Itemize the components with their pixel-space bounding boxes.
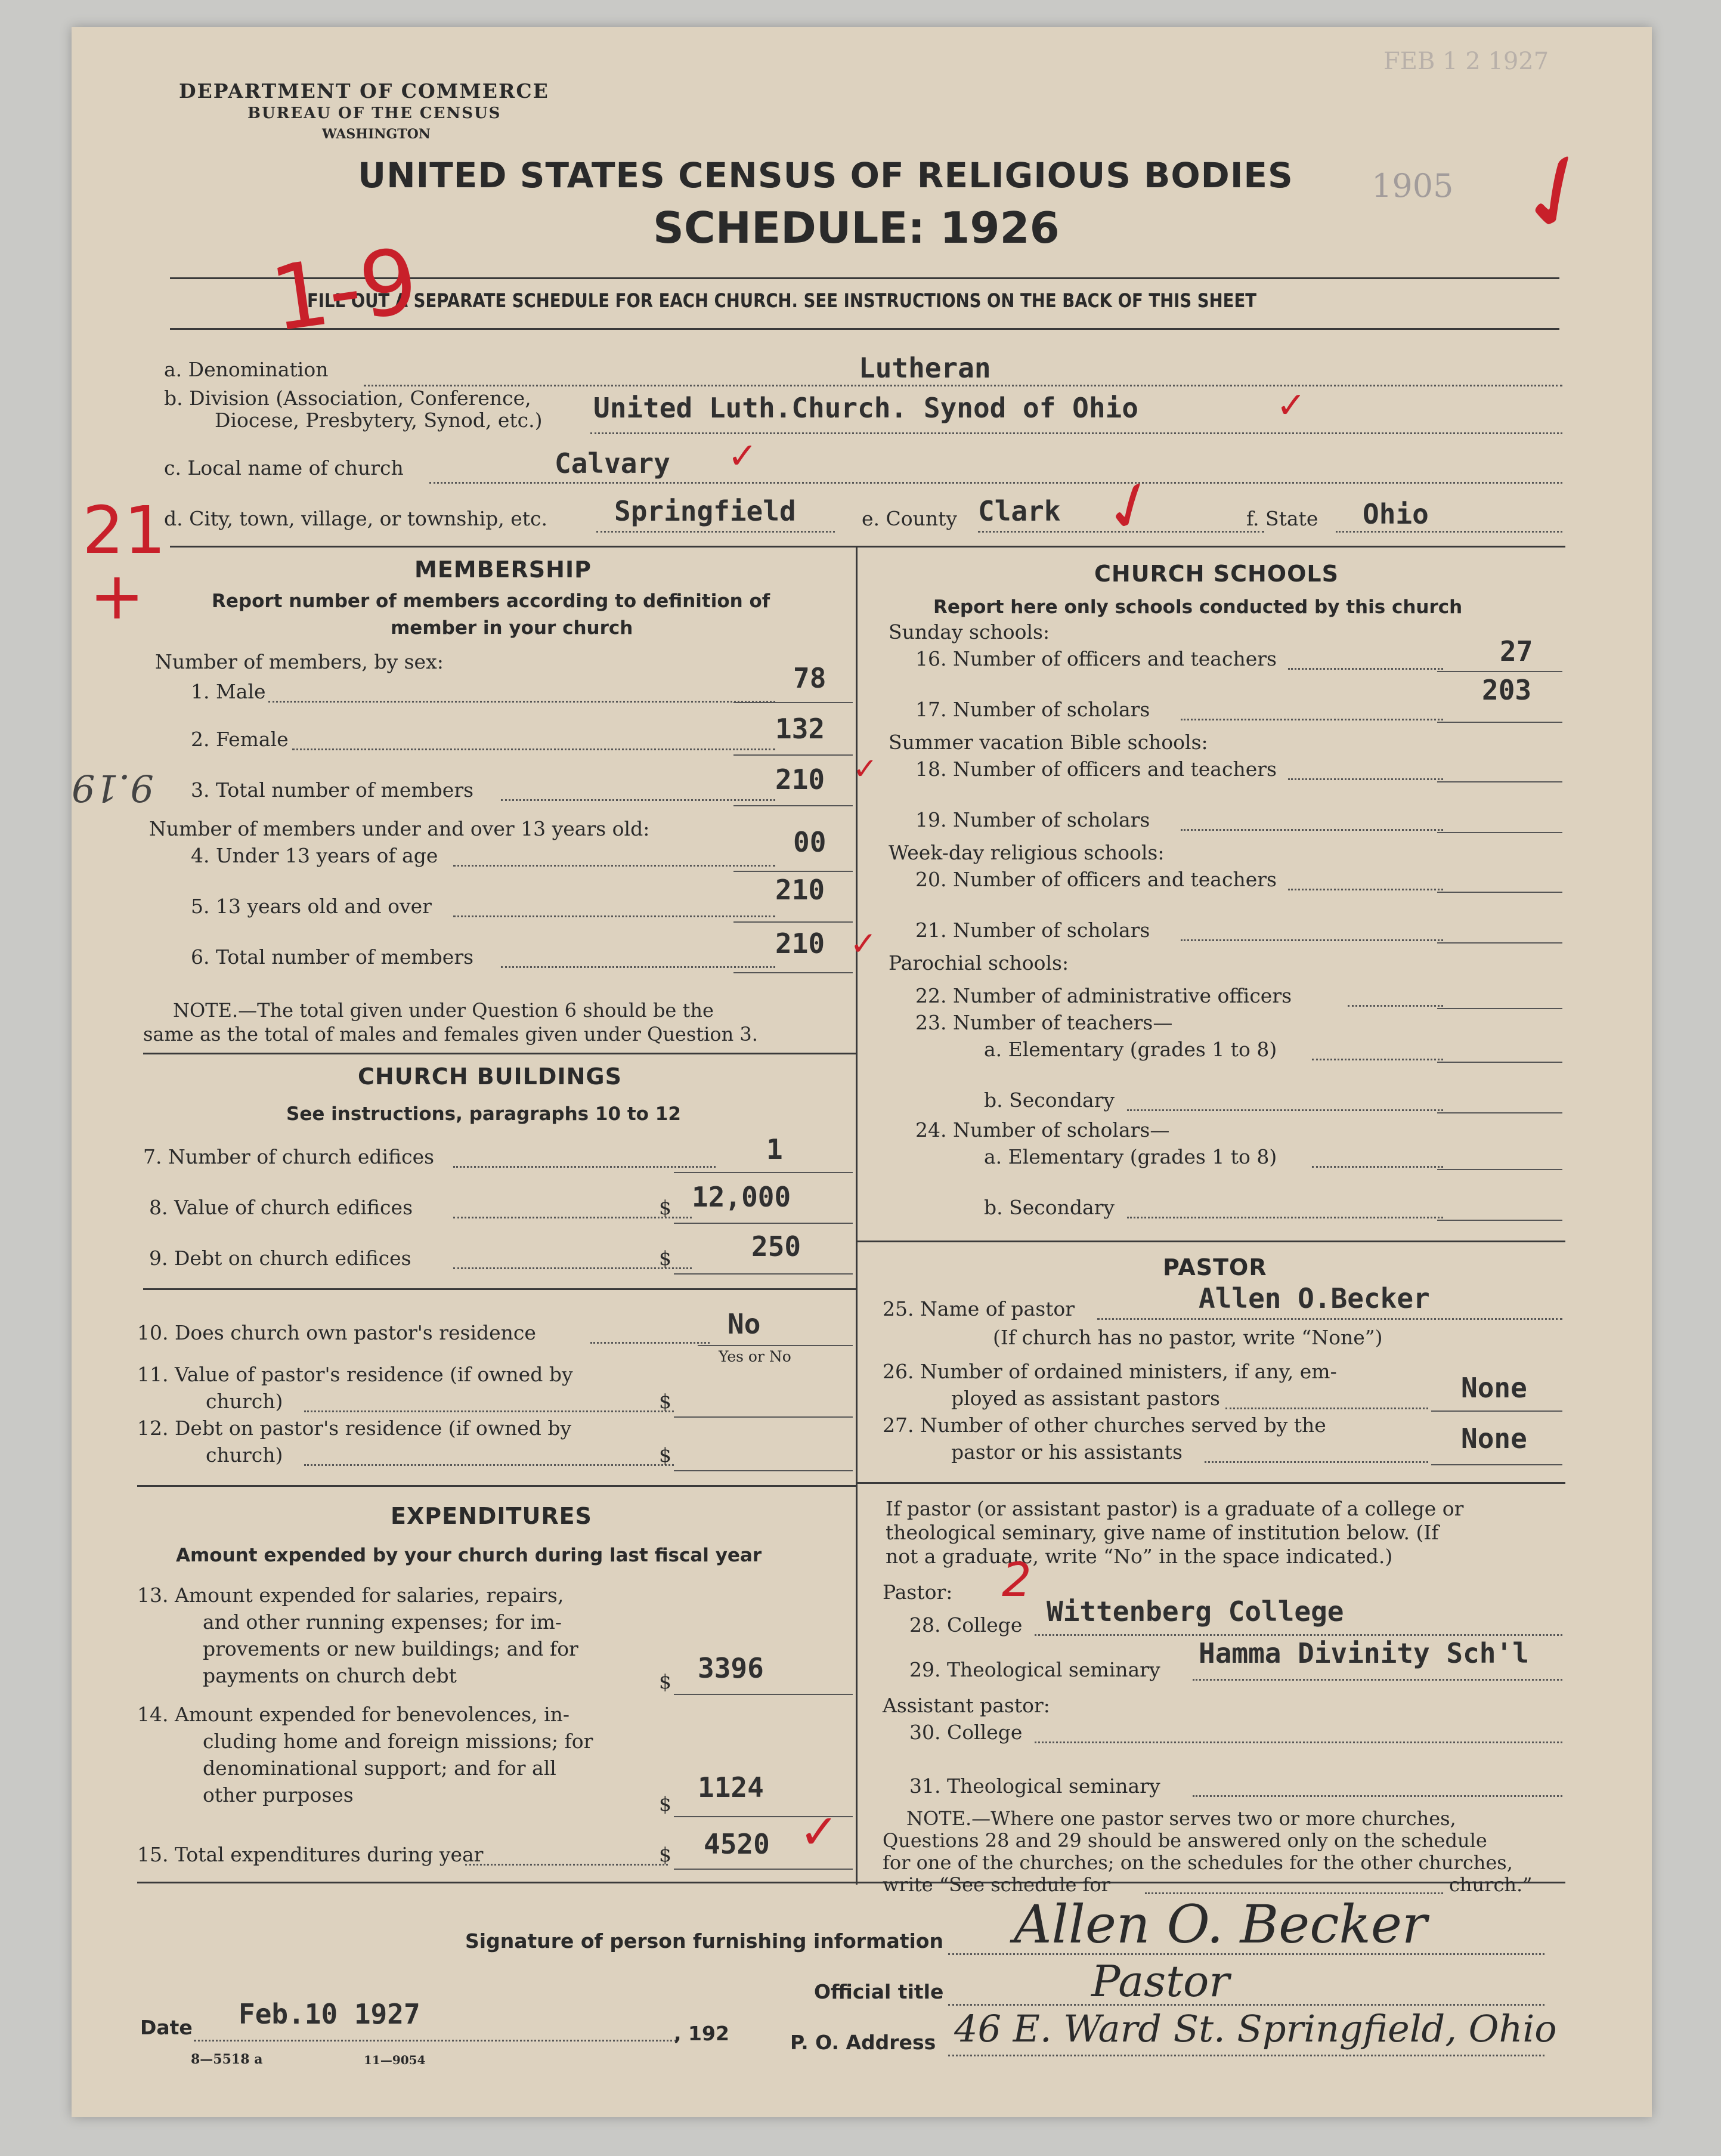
pastor-note-4: write “See schedule for bbox=[883, 1873, 1110, 1896]
check-mark-icon: ✓ bbox=[1091, 461, 1170, 552]
q25-label: 25. Name of pastor bbox=[883, 1297, 1075, 1320]
q24-label: 24. Number of scholars— bbox=[915, 1118, 1170, 1142]
members-by-age-label: Number of members under and over 13 years old: bbox=[149, 817, 650, 840]
county-label: e. County bbox=[862, 507, 958, 530]
schools-heading: CHURCH SCHOOLS bbox=[1094, 561, 1339, 587]
q31-label: 31. Theological seminary bbox=[909, 1774, 1160, 1798]
state-label: f. State bbox=[1246, 507, 1318, 530]
q17-label: 17. Number of scholars bbox=[915, 698, 1150, 721]
check-mark-icon: ✓ bbox=[850, 924, 878, 963]
q29-label: 29. Theological seminary bbox=[909, 1658, 1160, 1681]
q13-label: 13. Amount expended for salaries, repairs, bbox=[137, 1583, 564, 1607]
graduate-instruction-3: not a graduate, write “No” in the space indicated.) bbox=[886, 1545, 1393, 1568]
local-name-label: c. Local name of church bbox=[164, 456, 404, 480]
dollar-sign: $ bbox=[659, 1246, 671, 1270]
q21-label: 21. Number of scholars bbox=[915, 918, 1150, 942]
q8-label: 8. Value of church edifices bbox=[149, 1196, 413, 1219]
red-mark-code: 21 bbox=[82, 492, 166, 568]
official-title-value: Pastor bbox=[1091, 1956, 1230, 2006]
buildings-heading: CHURCH BUILDINGS bbox=[358, 1063, 622, 1090]
po-address-label: P. O. Address bbox=[790, 2031, 936, 2054]
q16-value: 27 bbox=[1500, 635, 1533, 667]
q10-label: 10. Does church own pastor's residence bbox=[137, 1321, 536, 1344]
q13-amount-value: 3396 bbox=[698, 1652, 764, 1684]
q18-label: 18. Number of officers and teachers bbox=[915, 757, 1277, 781]
po-address-value: 46 E. Ward St. Springfield, Ohio bbox=[954, 2007, 1557, 2050]
q6-total-value: 210 bbox=[775, 927, 825, 960]
q12-label: 12. Debt on pastor's residence (if owned by bbox=[137, 1416, 572, 1440]
division-value: United Luth.Church. Synod of Ohio bbox=[593, 392, 1138, 424]
city-label: d. City, town, village, or township, etc. bbox=[164, 507, 548, 530]
local-name-value: Calvary bbox=[555, 447, 670, 480]
q27-label-2: pastor or his assistants bbox=[951, 1440, 1183, 1464]
q9-debt-value: 250 bbox=[751, 1230, 801, 1263]
yes-or-no-hint: Yes or No bbox=[719, 1348, 791, 1365]
q28-college-value: Wittenberg College bbox=[1047, 1595, 1344, 1628]
q17-value: 203 bbox=[1482, 674, 1532, 706]
stamp-number: 1905 bbox=[1372, 167, 1454, 205]
date-label: Date bbox=[140, 2016, 193, 2039]
check-mark-icon: ✓ bbox=[799, 1804, 840, 1860]
q25-pastor-name-value: Allen O.Becker bbox=[1199, 1282, 1430, 1314]
q11-label: 11. Value of pastor's residence (if owned by bbox=[137, 1363, 573, 1386]
q10-residence-value: No bbox=[728, 1308, 761, 1340]
division-label-2: Diocese, Presbytery, Synod, etc.) bbox=[215, 409, 543, 432]
q27-value: None bbox=[1461, 1422, 1527, 1455]
q4-label: 4. Under 13 years of age bbox=[191, 844, 438, 867]
pastor-note-4b: church.” bbox=[1449, 1873, 1533, 1896]
state-value: Ohio bbox=[1363, 498, 1429, 530]
q1-male-value: 78 bbox=[793, 662, 827, 694]
q2-label: 2. Female bbox=[191, 728, 289, 751]
members-by-sex-label: Number of members, by sex: bbox=[155, 650, 444, 673]
assistant-pastor-subheading: Assistant pastor: bbox=[883, 1694, 1050, 1717]
q28-label: 28. College bbox=[909, 1613, 1023, 1637]
q13-label-4: payments on church debt bbox=[203, 1664, 457, 1687]
stamp-date: FEB 1 2 1927 bbox=[1383, 48, 1549, 75]
summer-schools-label: Summer vacation Bible schools: bbox=[889, 731, 1208, 754]
q12-label-2: church) bbox=[206, 1443, 283, 1467]
q14-label: 14. Amount expended for benevolences, in- bbox=[137, 1703, 570, 1726]
q26-value: None bbox=[1461, 1372, 1527, 1404]
red-mark-item: 1-9 bbox=[265, 228, 424, 352]
date-value: Feb.10 1927 bbox=[239, 1998, 420, 2030]
q24b-label: b. Secondary bbox=[984, 1196, 1115, 1219]
pencil-note: 9.19 bbox=[72, 766, 154, 810]
census-schedule-sheet bbox=[72, 27, 1652, 2117]
q7-edifices-value: 1 bbox=[766, 1133, 783, 1165]
q29-seminary-value: Hamma Divinity Sch'l bbox=[1199, 1637, 1529, 1669]
membership-heading: MEMBERSHIP bbox=[414, 556, 592, 583]
q23b-label: b. Secondary bbox=[984, 1088, 1115, 1112]
q20-label: 20. Number of officers and teachers bbox=[915, 868, 1277, 891]
pastor-subheading: Pastor: bbox=[883, 1580, 953, 1604]
q11-label-2: church) bbox=[206, 1390, 283, 1413]
weekday-schools-label: Week-day religious schools: bbox=[889, 841, 1165, 864]
membership-intro: Report number of members according to definition of bbox=[212, 590, 770, 612]
q15-label: 15. Total expenditures during year bbox=[137, 1843, 484, 1866]
dollar-sign: $ bbox=[659, 1390, 671, 1413]
q5-over13-value: 210 bbox=[775, 874, 825, 906]
q22-label: 22. Number of administrative officers bbox=[915, 984, 1292, 1007]
red-mark-plus: + bbox=[89, 558, 145, 634]
q14-label-4: other purposes bbox=[203, 1783, 354, 1807]
instruction-line: FILL OUT A SEPARATE SCHEDULE FOR EACH CHURCH. SEE INSTRUCTIONS ON THE BACK OF THIS SHEET bbox=[307, 289, 1257, 312]
pastor-note: NOTE.—Where one pastor serves two or more churches, bbox=[906, 1807, 1456, 1830]
q13-label-2: and other running expenses; for im- bbox=[203, 1610, 562, 1634]
denomination-label: a. Denomination bbox=[164, 358, 329, 381]
dollar-sign: $ bbox=[659, 1196, 671, 1219]
form-title: UNITED STATES CENSUS OF RELIGIOUS BODIES bbox=[358, 155, 1293, 196]
q8-value-value: 12,000 bbox=[692, 1181, 791, 1213]
signature-label: Signature of person furnishing information bbox=[465, 1929, 943, 1953]
official-title-label: Official title bbox=[814, 1980, 944, 2003]
expenditures-heading: EXPENDITURES bbox=[391, 1503, 592, 1529]
check-mark-icon: ✓ bbox=[853, 751, 878, 786]
q7-label: 7. Number of church edifices bbox=[143, 1145, 435, 1168]
denomination-value: Lutheran bbox=[859, 352, 991, 384]
membership-note: NOTE.—The total given under Question 6 should be the bbox=[173, 999, 714, 1022]
q27-label: 27. Number of other churches served by the bbox=[883, 1413, 1326, 1437]
buildings-intro: See instructions, paragraphs 10 to 12 bbox=[286, 1103, 681, 1125]
check-mark-icon: ✓ bbox=[728, 435, 758, 477]
bureau: BUREAU OF THE CENSUS bbox=[247, 104, 502, 122]
q1-label: 1. Male bbox=[191, 680, 266, 703]
dollar-sign: $ bbox=[659, 1843, 671, 1866]
department: DEPARTMENT OF COMMERCE bbox=[179, 79, 549, 103]
q26-label: 26. Number of ordained ministers, if any, em- bbox=[883, 1360, 1337, 1383]
pastor-note-2: Questions 28 and 29 should be answered only on the schedule bbox=[883, 1829, 1487, 1852]
schedule-title: SCHEDULE: 1926 bbox=[653, 203, 1060, 253]
q9-label: 9. Debt on church edifices bbox=[149, 1246, 411, 1270]
sunday-schools-label: Sunday schools: bbox=[889, 620, 1050, 644]
q6-label: 6. Total number of members bbox=[191, 945, 474, 969]
q26-label-2: ployed as assistant pastors bbox=[951, 1387, 1220, 1410]
dollar-sign: $ bbox=[659, 1792, 671, 1815]
q3-label: 3. Total number of members bbox=[191, 778, 474, 802]
membership-note-2: same as the total of males and females given under Question 3. bbox=[143, 1023, 758, 1045]
q5-label: 5. 13 years old and over bbox=[191, 895, 432, 918]
q15-total-value: 4520 bbox=[704, 1828, 770, 1860]
q19-label: 19. Number of scholars bbox=[915, 808, 1150, 831]
check-mark-icon: ✓ bbox=[1276, 385, 1307, 426]
q23-label: 23. Number of teachers— bbox=[915, 1011, 1173, 1034]
city-value: Springfield bbox=[614, 495, 796, 527]
parochial-schools-label: Parochial schools: bbox=[889, 951, 1069, 975]
q13-label-3: provements or new buildings; and for bbox=[203, 1637, 578, 1660]
red-mark-pastor: 2 bbox=[1002, 1554, 1032, 1607]
pastor-heading: PASTOR bbox=[1163, 1254, 1267, 1280]
dollar-sign: $ bbox=[659, 1670, 671, 1693]
graduate-instruction-2: theological seminary, give name of institution below. (If bbox=[886, 1521, 1439, 1544]
q2-female-value: 132 bbox=[775, 713, 825, 745]
q16-label: 16. Number of officers and teachers bbox=[915, 647, 1277, 670]
q14-amount-value: 1124 bbox=[698, 1771, 764, 1804]
q30-label: 30. College bbox=[909, 1721, 1023, 1744]
county-value: Clark bbox=[978, 495, 1061, 527]
dollar-sign: $ bbox=[659, 1443, 671, 1467]
print-number: 11—9054 bbox=[364, 2053, 426, 2067]
division-label: b. Division (Association, Conference, bbox=[164, 386, 531, 410]
check-mark-icon: ✓ bbox=[1493, 122, 1621, 265]
year-suffix: , 192 bbox=[674, 2022, 729, 2045]
graduate-instruction: If pastor (or assistant pastor) is a graduate of a college or bbox=[886, 1497, 1464, 1520]
pastor-note-3: for one of the churches; on the schedules for the other churches, bbox=[883, 1851, 1513, 1874]
expenditures-intro: Amount expended by your church during last fiscal year bbox=[176, 1545, 762, 1566]
q25-note: (If church has no pastor, write “None”) bbox=[993, 1326, 1383, 1349]
q23a-label: a. Elementary (grades 1 to 8) bbox=[984, 1038, 1277, 1061]
q14-label-3: denominational support; and for all bbox=[203, 1756, 556, 1780]
schools-intro: Report here only schools conducted by this church bbox=[933, 596, 1463, 618]
q14-label-2: cluding home and foreign missions; for bbox=[203, 1730, 593, 1753]
signature: Allen O. Becker bbox=[1014, 1894, 1427, 1955]
q24a-label: a. Elementary (grades 1 to 8) bbox=[984, 1145, 1277, 1168]
washington: WASHINGTON bbox=[322, 126, 431, 142]
form-number: 8—5518 a bbox=[191, 2052, 263, 2067]
q4-under13-value: 00 bbox=[793, 826, 827, 858]
membership-intro-2: member in your church bbox=[391, 617, 633, 639]
q3-total-value: 210 bbox=[775, 763, 825, 796]
